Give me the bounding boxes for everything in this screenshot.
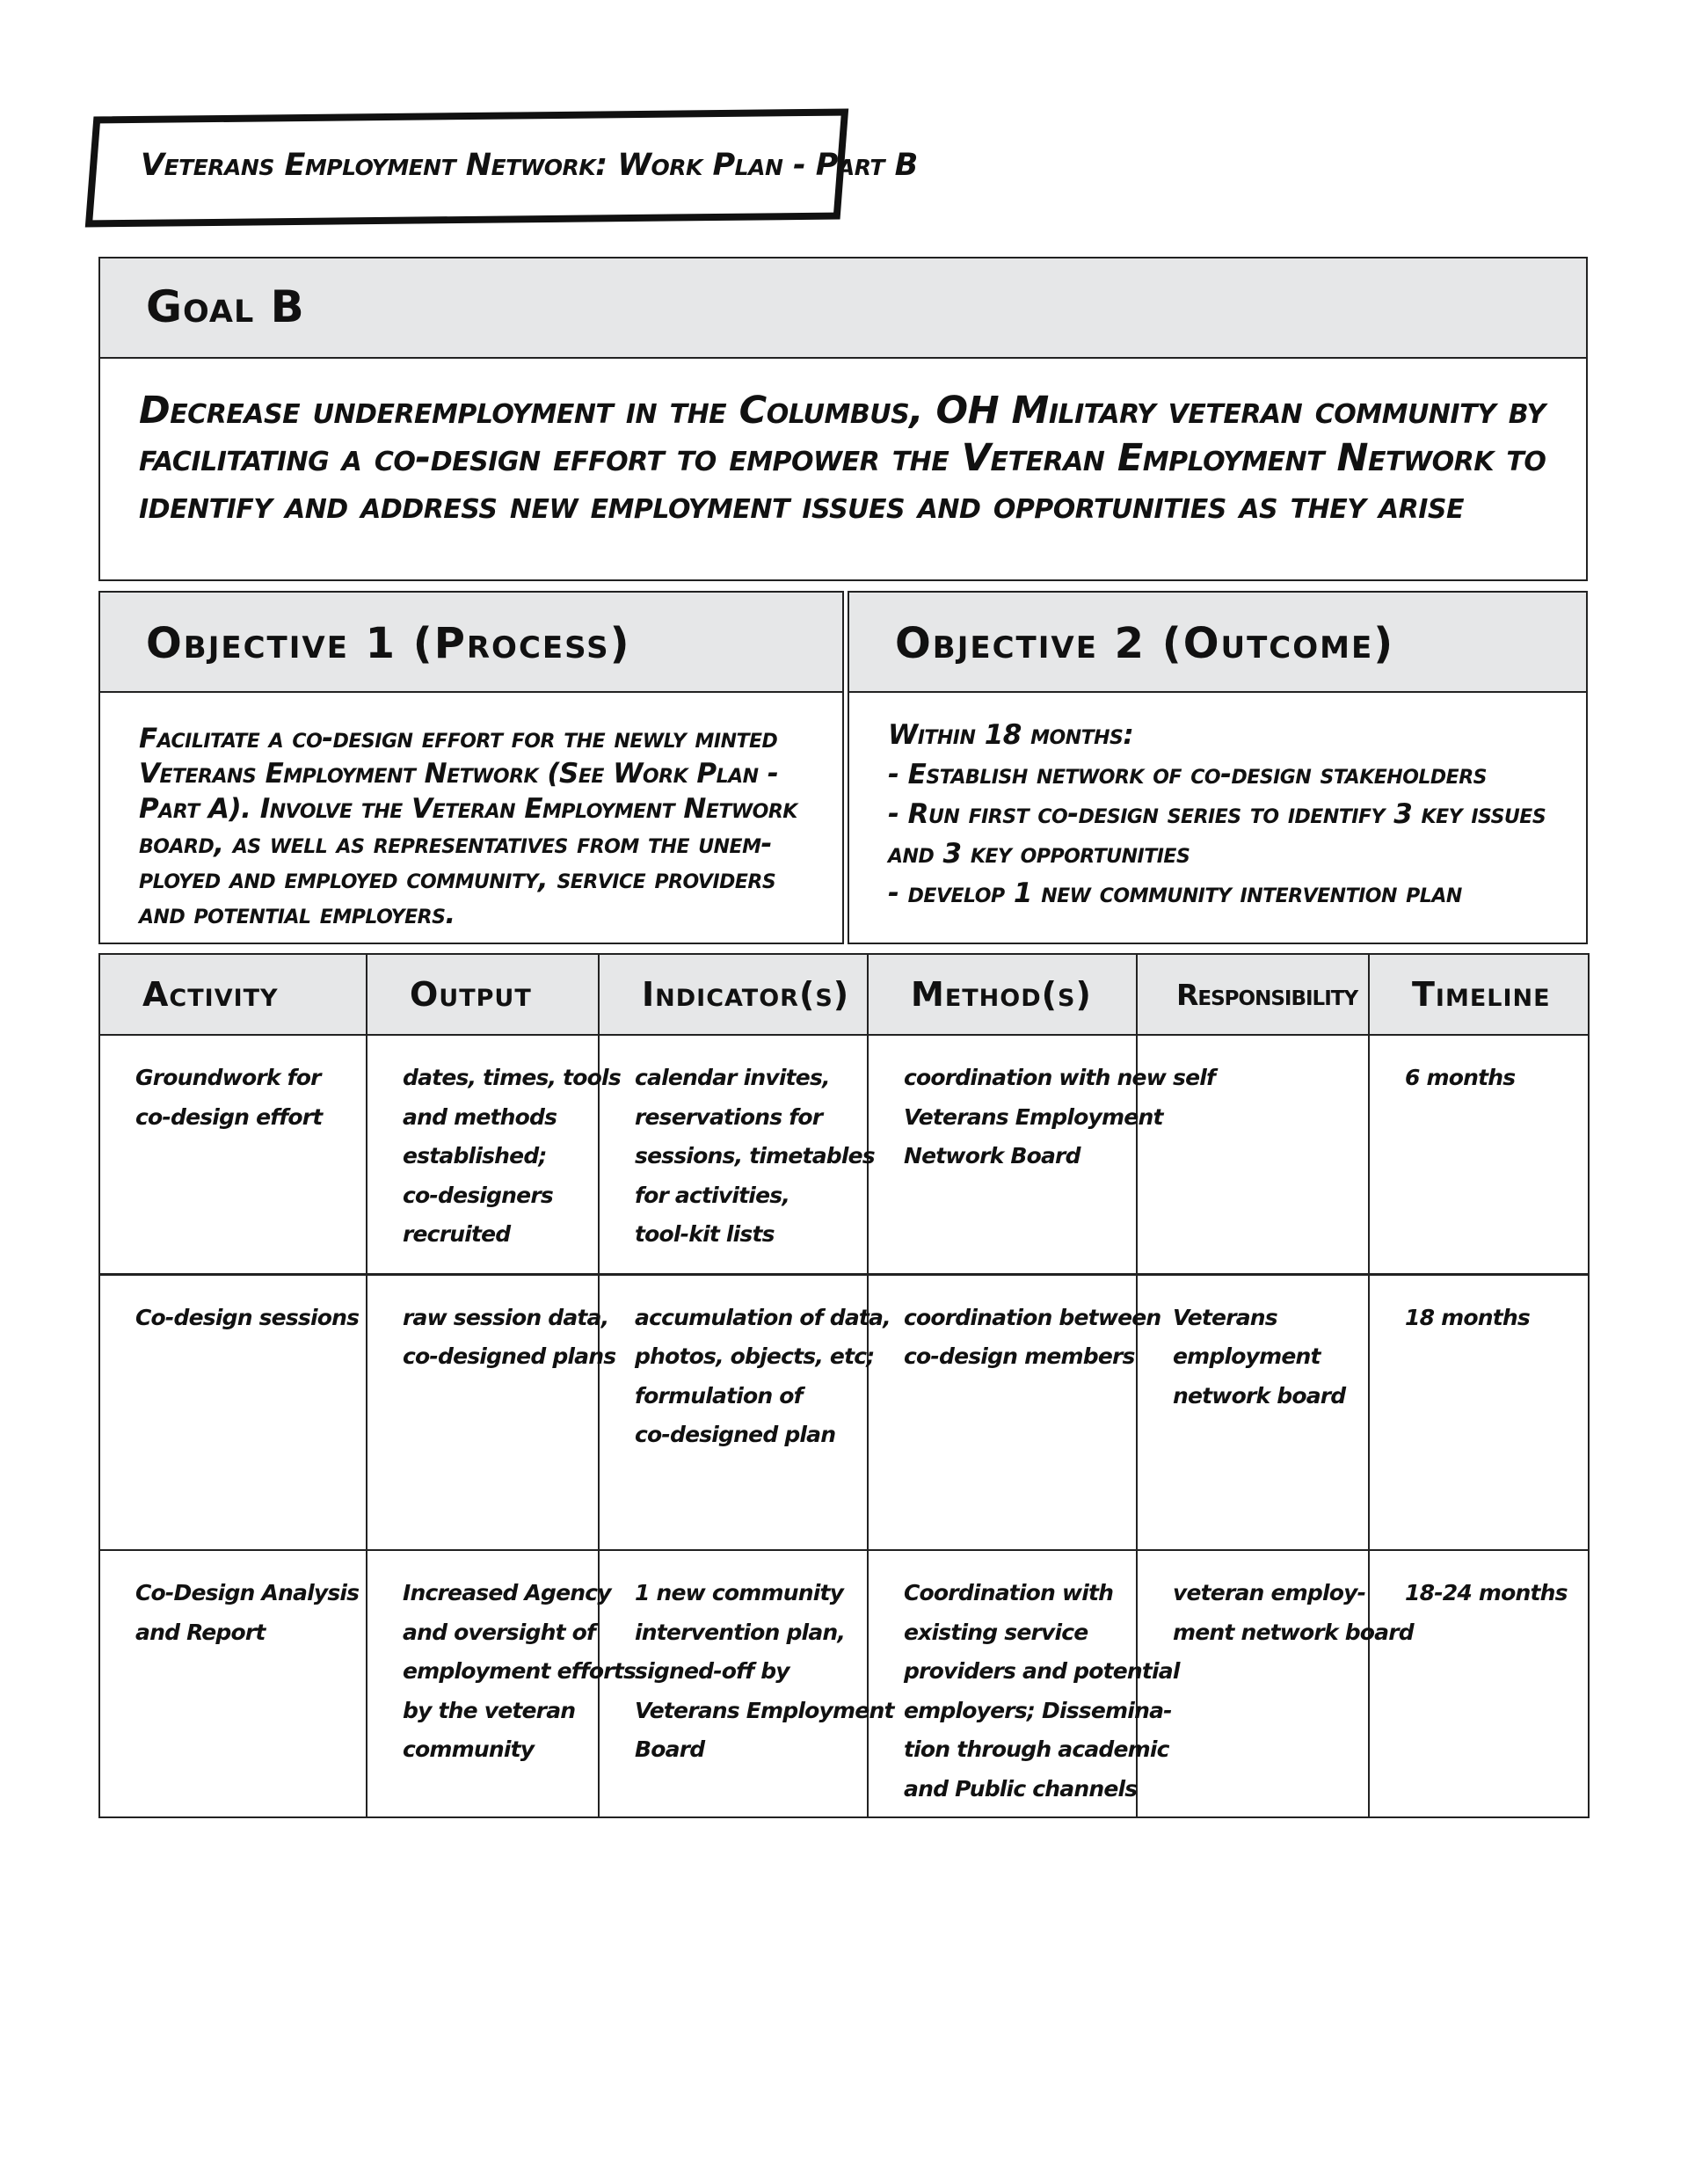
cell-line: veteran employ- (1173, 1580, 1366, 1605)
cell-line: employment (1173, 1343, 1321, 1369)
cell-line: raw session data, (403, 1304, 609, 1330)
cell-line: Veterans Employment (904, 1103, 1163, 1130)
cell-line: Groundwork for (135, 1065, 321, 1090)
cell-line: 1 new community (635, 1580, 844, 1605)
cell-line: Board (635, 1736, 705, 1762)
goal-label: Goal B (146, 281, 305, 332)
cell-line: co-design members (904, 1343, 1135, 1369)
table-header-row (99, 954, 1589, 1035)
cell-line: for activities, (635, 1182, 790, 1208)
objective-1-section (98, 591, 844, 944)
cell-timeline (1369, 1274, 1589, 1550)
cell-line: and oversight of (403, 1619, 596, 1645)
objective-1-header (100, 593, 842, 693)
cell-line: Increased Agency (403, 1580, 611, 1605)
cell-line: tool-kit lists (635, 1221, 775, 1247)
column-header-indicators: Indicator(s) (599, 954, 868, 1035)
cell-line: Co-Design Analysis (135, 1580, 360, 1605)
objective-1-line: Facilitate a co-design effort for the newly minted (139, 723, 778, 754)
cell-line: photos, objects, etc; (635, 1343, 875, 1369)
column-header-methods: Method(s) (868, 954, 1137, 1035)
cell-line: employment efforts (403, 1658, 637, 1684)
goal-header (100, 258, 1586, 359)
cell-line: coordination between (904, 1304, 1161, 1330)
column-header-output: Output (367, 954, 599, 1035)
cell-line: Veterans (1173, 1304, 1277, 1330)
cell-activity (99, 1550, 367, 1817)
cell-line: co-designed plan (635, 1422, 836, 1447)
objective-2-line: - develop 1 new community intervention plan (888, 877, 1462, 909)
objective-2-line: Within 18 months: (888, 719, 1134, 751)
cell-methods (868, 1550, 1180, 1817)
cell-line: established; (403, 1143, 547, 1168)
cell-timeline (1369, 1035, 1589, 1274)
column-header-responsibility: Responsibility (1137, 954, 1369, 1035)
cell-line: ment network board (1173, 1619, 1414, 1645)
cell-line: reservations for (635, 1103, 823, 1130)
cell-activity (99, 1274, 367, 1550)
cell-line: sessions, timetables (635, 1143, 875, 1168)
table-row (99, 1274, 1589, 1550)
cell-line: formulation of (635, 1382, 803, 1409)
cell-responsibility (1137, 1274, 1369, 1550)
cell-timeline (1369, 1550, 1589, 1817)
cell-line: 18 months (1405, 1304, 1530, 1330)
cell-line: Co-design sessions (135, 1304, 360, 1330)
goal-section (98, 257, 1588, 581)
cell-line: by the veteran (403, 1697, 576, 1723)
cell-line: Coordination with (904, 1580, 1114, 1605)
cell-line: calendar invites, (635, 1065, 830, 1090)
objective-1-text (139, 721, 807, 932)
objective-1-line: and potential employers. (139, 899, 455, 930)
cell-line: recruited (403, 1221, 511, 1247)
cell-line: and methods (403, 1103, 557, 1130)
cell-output (367, 1550, 637, 1817)
objective-2-section (848, 591, 1588, 944)
cell-line: co-design effort (135, 1103, 323, 1130)
cell-responsibility (1137, 1550, 1414, 1817)
table-row (99, 1035, 1589, 1274)
cell-line: Veterans Employment (635, 1697, 894, 1723)
cell-output (367, 1274, 616, 1550)
cell-indicators (599, 1550, 894, 1817)
cell-indicators (599, 1274, 891, 1550)
cell-line: and Report (135, 1619, 266, 1645)
cell-methods (868, 1274, 1161, 1550)
page-title: Veterans Employment Network: Work Plan - Part B (141, 148, 918, 183)
objective-2-text (888, 716, 1565, 914)
cell-line: self (1173, 1065, 1216, 1090)
objective-2-line: - Run first co-design series to identify 3 key issues (888, 798, 1546, 830)
objective-2-line: and 3 key opportunities (888, 838, 1190, 870)
cell-line: coordination with new (904, 1065, 1166, 1090)
objective-1-line: ployed and employed community, service providers (139, 863, 776, 895)
cell-line: co-designed plans (403, 1343, 616, 1369)
objective-2-header (849, 593, 1586, 693)
cell-line: providers and potential (904, 1658, 1180, 1684)
objective-2-label: Objective 2 (Outcome) (895, 619, 1395, 668)
cell-indicators (599, 1035, 875, 1274)
cell-responsibility (1137, 1035, 1369, 1274)
cell-line: community (403, 1736, 535, 1762)
cell-line: network board (1173, 1382, 1346, 1409)
cell-line: existing service (904, 1619, 1088, 1645)
cell-line: 18-24 months (1405, 1580, 1568, 1605)
objective-1-label: Objective 1 (Process) (146, 619, 631, 668)
cell-line: Network Board (904, 1143, 1080, 1168)
cell-line: signed-off by (635, 1658, 789, 1684)
objective-2-line: - Establish network of co-design stakeholders (888, 759, 1487, 790)
column-header-activity: Activity (99, 954, 367, 1035)
cell-line: and Public channels (904, 1775, 1138, 1802)
cell-line: dates, times, tools (403, 1065, 621, 1090)
activity-table (98, 953, 1590, 1818)
column-header-timeline: Timeline (1369, 954, 1589, 1035)
cell-line: tion through academic (904, 1736, 1169, 1762)
cell-activity (99, 1035, 367, 1274)
goal-text: Decrease underemployment in the Columbus, OH Military veteran community by facilitating a co-design effort to empower the Veteran Employment Network to identify and address new employment issues and opportunities as they arise (139, 389, 1546, 528)
objective-1-line: Veterans Employment Network (See Work Plan - (139, 758, 779, 790)
cell-line: 6 months (1405, 1065, 1516, 1090)
cell-line: co-designers (403, 1182, 553, 1208)
cell-output (367, 1035, 621, 1274)
cell-line: employers; Dissemina- (904, 1697, 1172, 1723)
cell-methods (868, 1035, 1166, 1274)
objective-1-line: Part A). Involve the Veteran Employment Network (139, 793, 797, 825)
objective-1-line: board, as well as representatives from the unem- (139, 828, 772, 860)
cell-line: intervention plan, (635, 1619, 846, 1645)
cell-line: accumulation of data, (635, 1304, 891, 1330)
table-row (99, 1550, 1589, 1817)
